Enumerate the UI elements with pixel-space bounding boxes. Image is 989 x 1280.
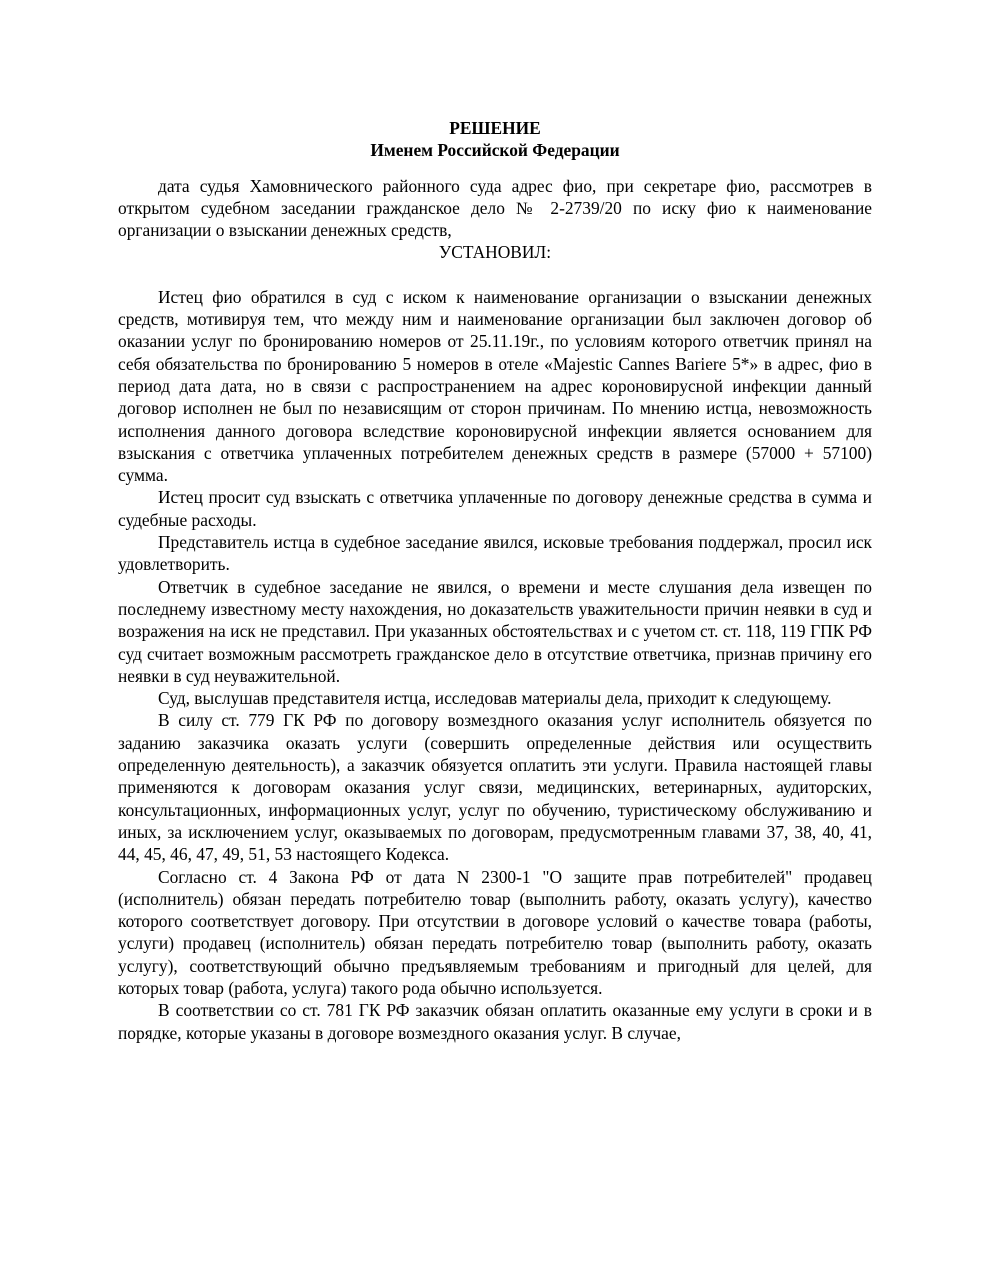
paragraph-article-781: В соответствии со ст. 781 ГК РФ заказчик обязан оплатить оказанные ему услуги в сроки и в порядке, которые указаны в договоре возмездного оказания услуг. В случае, <box>118 1000 872 1043</box>
intro-paragraph: дата судья Хамовнического районного суда адрес фио, при секретаре фио, рассмотрев в открытом судебном заседании гражданское дело № 2-2739/20 по иску фио к наименование организации о взыскании денежных средств, <box>118 175 872 241</box>
document-title: РЕШЕНИЕ <box>449 118 541 138</box>
paragraph-article-4: Согласно ст. 4 Закона РФ от дата N 2300-1 "О защите прав потребителей" продавец (исполнитель) обязан передать потребителю товар (выполнить работу, оказать услугу), качество которого соответствует договору. При отсутствии в договоре условий о качестве товара (работы, услуги) продавец (исполнитель) обязан передать потребителю товар (выполнить работу, оказать услугу), соответствующий обычно предъявляемым требованиям и пригодный для целей, для которых товар (работа, услуга) такого рода обычно используется. <box>118 866 872 998</box>
paragraph-article-779: В силу ст. 779 ГК РФ по договору возмездного оказания услуг исполнитель обязуется по заданию заказчика оказать услуги (совершить определенные действия или осуществить определенную деятельность), а заказчик обязуется оплатить эти услуги. Правила настоящей главы применяются к договорам оказания услуг связи, медицинских, ветеринарных, аудиторских, консультационных, информационных услуг, услуг по обучению, туристическому обслуживанию и иных, за исключением услуг, оказываемых по договорам, предусмотренным главами 37, 38, 40, 41, 44, 45, 46, 47, 49, 51, 53 настоящего Кодекса. <box>118 710 872 865</box>
document-subtitle: Именем Российской Федерации <box>370 140 620 161</box>
paragraph-representative: Представитель истца в судебное заседание явился, исковые требования поддержал, просил иск удовлетворить. <box>118 532 872 575</box>
section-heading: УСТАНОВИЛ: <box>438 242 552 263</box>
paragraph-claim: Истец фио обратился в суд с иском к наименование организации о взыскании денежных средств, мотивируя тем, что между ним и наименование организации был заключен договор об оказании услуг по бронированию номеров от 25.11.19г., по условиям которого ответчик принял на себя обязательства по бронированию 5 номеров в отеле «Majestic Cannes Bariere 5*» в адрес, фио в период дата дата, но в связи с распространением на адрес короновирусной инфекции данный договор исполнен не был по независящим от сторон причинам. По мнению истца, невозможность исполнения данного договора вследствие короновирусной инфекции является основанием для взыскания с ответчика уплаченных потребителем денежных средств в размере (57000 + 57100) сумма. <box>118 286 872 486</box>
paragraph-defendant: Ответчик в судебное заседание не явился, о времени и месте слушания дела извещен по последнему известному месту нахождения, но доказательств уважительности причин неявки в суд и возражения на иск не представил. При указанных обстоятельствах и с учетом ст. ст. 118, 119 ГПК РФ суд считает возможным рассмотреть гражданское дело в отсутствие ответчика, признав причину его неявки в суд неуважительной. <box>118 576 872 686</box>
paragraph-court: Суд, выслушав представителя истца, исследовав материалы дела, приходит к следующему. <box>158 688 832 709</box>
paragraph-request: Истец просит суд взыскать с ответчика уплаченные по договору денежные средства в сумма и судебные расходы. <box>118 487 872 530</box>
document-page <box>118 117 872 1044</box>
